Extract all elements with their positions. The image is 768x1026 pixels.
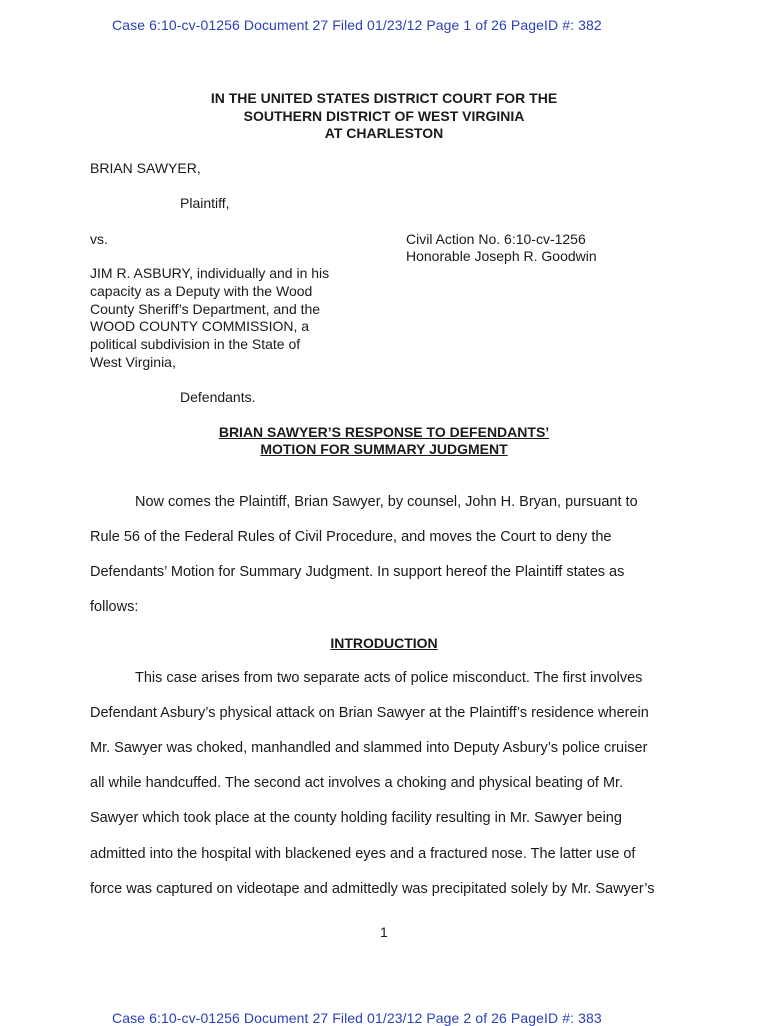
section-paragraph-line: Mr. Sawyer was choked, manhandled and slammed into Deputy Asbury’s police cruiser — [90, 740, 648, 756]
court-name-line-1: IN THE UNITED STATES DISTRICT COURT FOR THE — [210, 90, 558, 106]
plaintiff-role: Plaintiff, — [180, 195, 230, 211]
defendant-line: County Sheriff’s Department, and the — [90, 301, 321, 317]
intro-paragraph-line: Defendants’ Motion for Summary Judgment. In support hereof the Plaintiff states as — [90, 564, 625, 580]
judge-name: Honorable Joseph R. Goodwin — [406, 248, 597, 264]
intro-paragraph-line: Now comes the Plaintiff, Brian Sawyer, by counsel, John H. Bryan, pursuant to — [135, 494, 638, 510]
ecf-header-stamp: Case 6:10-cv-01256 Document 27 Filed 01/23/12 Page 1 of 26 PageID #: 382 — [112, 17, 602, 33]
document-title-line-2: MOTION FOR SUMMARY JUDGMENT — [260, 441, 508, 457]
plaintiff-name: BRIAN SAWYER, — [90, 160, 201, 176]
court-name-line-2: SOUTHERN DISTRICT OF WEST VIRGINIA — [243, 108, 525, 124]
section-paragraph-line: admitted into the hospital with blackened eyes and a fractured nose. The latter use of — [90, 846, 636, 862]
defendant-line: West Virginia, — [90, 354, 176, 370]
civil-action-number: Civil Action No. 6:10-cv-1256 — [406, 231, 586, 247]
next-page-ecf-header-stamp: Case 6:10-cv-01256 Document 27 Filed 01/23/12 Page 2 of 26 PageID #: 383 — [112, 1010, 602, 1026]
defendant-line: JIM R. ASBURY, individually and in his — [90, 265, 330, 281]
intro-paragraph-line: Rule 56 of the Federal Rules of Civil Procedure, and moves the Court to deny the — [90, 529, 612, 545]
section-paragraph-line: Defendant Asbury’s physical attack on Brian Sawyer at the Plaintiff’s residence wherein — [90, 705, 649, 721]
document-title-line-1: BRIAN SAWYER’S RESPONSE TO DEFENDANTS’ — [218, 424, 550, 440]
defendants-role: Defendants. — [180, 389, 256, 405]
defendant-line: WOOD COUNTY COMMISSION, a — [90, 318, 310, 334]
section-paragraph-line: This case arises from two separate acts of police misconduct. The first involves — [135, 670, 643, 686]
defendant-line: political subdivision in the State of — [90, 336, 301, 352]
section-paragraph-line: all while handcuffed. The second act involves a choking and physical beating of Mr. — [90, 775, 624, 791]
section-heading: INTRODUCTION — [330, 635, 438, 651]
defendant-line: capacity as a Deputy with the Wood — [90, 283, 313, 299]
versus-label: vs. — [90, 231, 108, 247]
court-name-line-3: AT CHARLESTON — [324, 125, 444, 141]
section-paragraph-line: Sawyer which took place at the county holding facility resulting in Mr. Sawyer being — [90, 810, 622, 826]
page-number: 1 — [380, 924, 388, 940]
intro-paragraph-line: follows: — [90, 599, 139, 615]
section-paragraph-line: force was captured on videotape and admittedly was precipitated solely by Mr. Sawyer’s — [90, 881, 655, 897]
